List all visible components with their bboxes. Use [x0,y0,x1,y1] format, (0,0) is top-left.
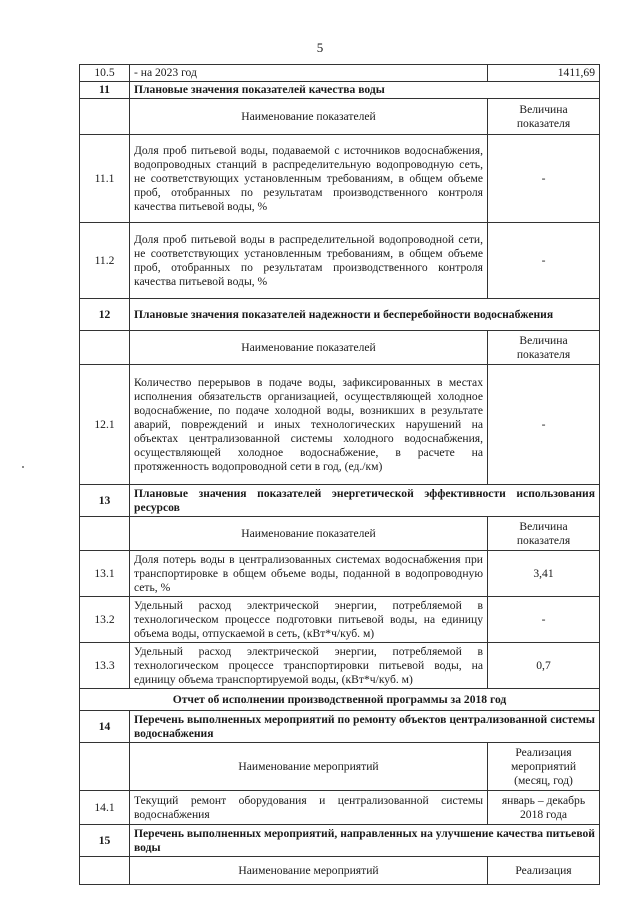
column-header-name: Наименование показателей [130,517,488,551]
page-number: 5 [316,40,324,55]
row-text: Количество перерывов в подаче воды, зафиксированных в местах исполнения обязательств организацией, осуществляющей холодное водоснабжение, по подаче холодной воды, возникших в результате аварий, повреждений и иных технологических нарушений на объектах централизованной системы холодного водоснабжения, осуществляющей холодное водоснабжение, в расчете на протяженность водопроводной сети в год, (ед./км) [130,365,488,485]
row-number: 13.3 [80,643,130,689]
column-header-value: Величина показателя [488,99,600,135]
table-row [80,551,600,597]
column-header-row [80,99,600,135]
report-heading-row [80,689,600,711]
row-text: - на 2023 год [130,65,488,82]
column-header-value: Реализация мероприятий (месяц, год) [488,743,600,791]
row-text: Удельный расход электрической энергии, потребляемой в технологическом процессе подготовки питьевой воды, на единицу объема воды, отпускаемой в сеть, (кВт*ч/куб. м) [130,597,488,643]
row-number: 13.2 [80,597,130,643]
section-title: Перечень выполненных мероприятий, направленных на улучшение качества питьевой воды [130,825,600,857]
table-row [80,791,600,825]
row-value: 1411,69 [488,65,600,82]
table-row [80,223,600,299]
row-number: 14.1 [80,791,130,825]
production-program-table [79,64,600,885]
column-header-row [80,517,600,551]
column-header-name: Наименование мероприятий [130,857,488,885]
row-number: 11.1 [80,135,130,223]
section-header-15 [80,825,600,857]
section-header-12 [80,299,600,331]
section-number: 15 [80,825,130,857]
section-number: 14 [80,711,130,743]
section-title: Плановые значения показателей качества воды [130,82,600,99]
section-title: Перечень выполненных мероприятий по ремонту объектов централизованной системы водоснабжения [130,711,600,743]
column-header-name: Наименование мероприятий [130,743,488,791]
scan-speck [22,466,24,468]
report-heading: Отчет об исполнении производственной программы за 2018 год [80,689,600,711]
row-value: - [488,135,600,223]
section-title: Плановые значения показателей надежности и бесперебойности водоснабжения [130,299,600,331]
table-row [80,65,600,82]
row-text: Доля проб питьевой воды, подаваемой с источников водоснабжения, водопроводных станций в распределительную водопроводную сеть, не соответствующих установленным требованиям, в общем объеме проб, отобранных по результатам производственного контроля качества питьевой воды, % [130,135,488,223]
row-value: - [488,223,600,299]
row-number: 10.5 [80,65,130,82]
row-value: - [488,365,600,485]
section-title: Плановые значения показателей энергетической эффективности использования ресурсов [130,485,600,517]
section-header-11 [80,82,600,99]
column-header-name: Наименование показателей [130,99,488,135]
column-header-value: Реализация [488,857,600,885]
row-value: - [488,597,600,643]
row-value: 0,7 [488,643,600,689]
column-header-value: Величина показателя [488,331,600,365]
row-text: Удельный расход электрической энергии, потребляемой в технологическом процессе транспортировки питьевой воды, на единицу объема транспортируемой воды, (кВт*ч/куб. м) [130,643,488,689]
row-number: 13.1 [80,551,130,597]
table-row [80,643,600,689]
section-header-14 [80,711,600,743]
table-row [80,135,600,223]
table-row [80,597,600,643]
column-header-row [80,743,600,791]
row-number: 11.2 [80,223,130,299]
column-header-name: Наименование показателей [130,331,488,365]
row-value: январь – декабрь 2018 года [488,791,600,825]
column-header-row [80,857,600,885]
section-number: 12 [80,299,130,331]
section-number: 13 [80,485,130,517]
table-row [80,365,600,485]
row-text: Доля проб питьевой воды в распределительной водопроводной сети, не соответствующих установленным требованиям, в общем объеме проб, отобранных по результатам производственного контроля качества питьевой воды, % [130,223,488,299]
section-header-13 [80,485,600,517]
section-number: 11 [80,82,130,99]
column-header-value: Величина показателя [488,517,600,551]
row-number: 12.1 [80,365,130,485]
row-text: Текущий ремонт оборудования и централизованной системы водоснабжения [130,791,488,825]
row-value: 3,41 [488,551,600,597]
row-text: Доля потерь воды в централизованных системах водоснабжения при транспортировке в общем объеме воды, поданной в водопроводную сеть, % [130,551,488,597]
column-header-row [80,331,600,365]
